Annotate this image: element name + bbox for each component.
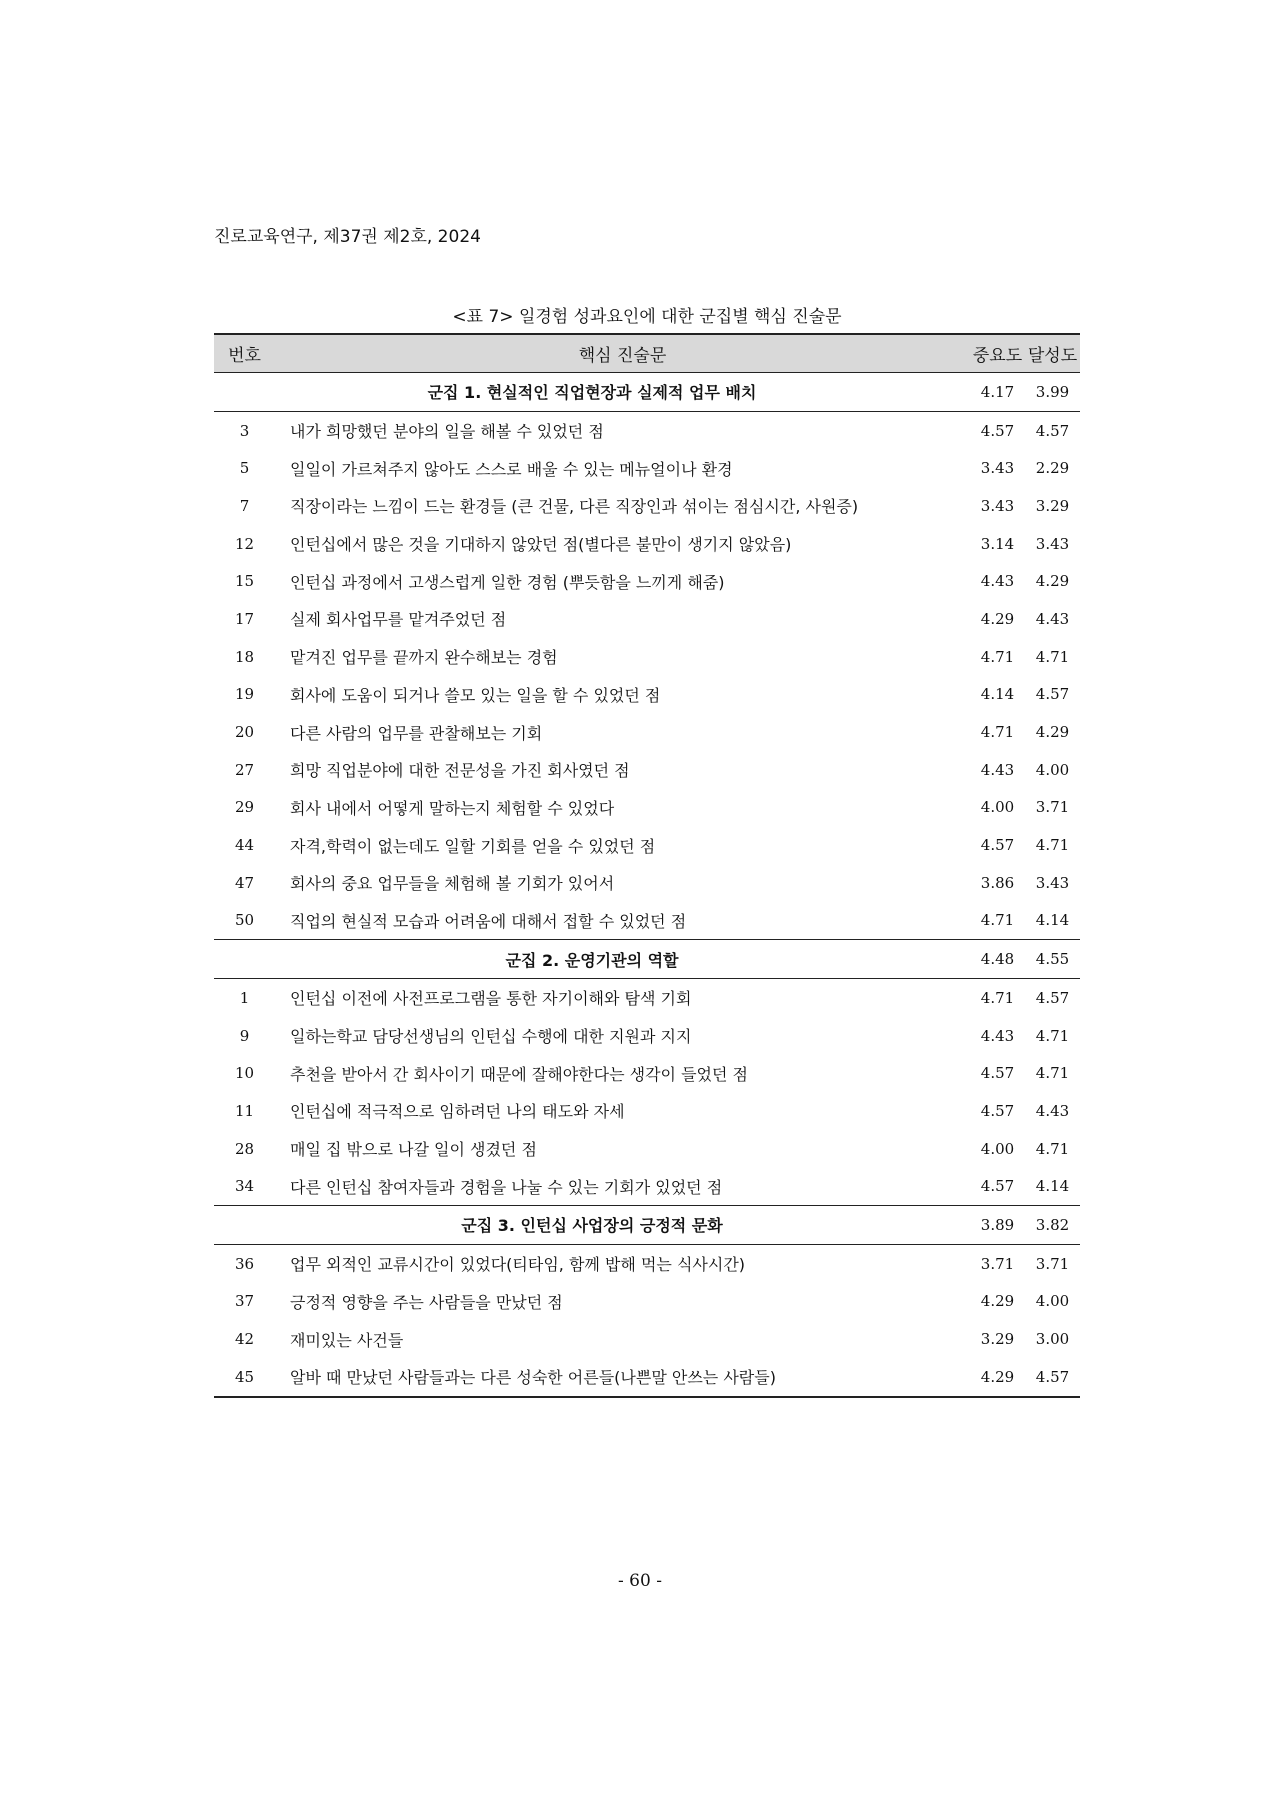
row-statement: 자격,학력이 없는데도 일할 기회를 얻을 수 있었던 점 <box>290 836 656 856</box>
row-number: 47 <box>234 873 255 892</box>
table-row <box>214 487 1080 525</box>
row-statement: 업무 외적인 교류시간이 있었다(티타임, 함께 밥해 먹는 식사시간) <box>290 1255 746 1275</box>
row-statement: 실제 회사업무를 맡겨주었던 점 <box>290 610 507 630</box>
row-achievement: 4.57 <box>1025 1358 1080 1397</box>
header-row <box>214 334 1080 373</box>
table-row <box>214 1320 1080 1358</box>
row-statement: 재미있는 사건들 <box>290 1330 404 1350</box>
row-achievement: 4.00 <box>1035 760 1070 779</box>
row-importance: 4.29 <box>980 1292 1015 1311</box>
row-statement: 일일이 가르쳐주지 않아도 스스로 배울 수 있는 메뉴얼이나 환경 <box>290 459 733 479</box>
row-achievement: 4.43 <box>1035 609 1070 628</box>
row-statement: 내가 희망했던 분야의 일을 해볼 수 있었던 점 <box>290 422 604 442</box>
row-number: 42 <box>234 1330 255 1349</box>
row-achievement: 3.00 <box>1035 1330 1070 1349</box>
running-head: 진로교육연구, 제37권 제2호, 2024 <box>214 227 481 247</box>
cluster-achievement: 3.99 <box>1025 373 1080 412</box>
row-number: 20 <box>234 723 255 742</box>
row-achievement: 4.14 <box>1025 902 1080 940</box>
row-statement: 인턴십에 적극적으로 임하려던 나의 태도와 자세 <box>290 1102 625 1122</box>
row-achievement: 4.71 <box>1035 836 1070 855</box>
row-number: 37 <box>234 1292 255 1311</box>
row-importance: 4.29 <box>970 1358 1025 1397</box>
row-number: 11 <box>234 1101 255 1120</box>
row-achievement: 4.29 <box>1035 572 1070 591</box>
statements-table-wrap <box>214 333 1080 1398</box>
table-row <box>214 411 1080 449</box>
row-importance: 4.71 <box>980 988 1015 1007</box>
row-importance: 3.43 <box>980 496 1015 515</box>
table-row <box>214 713 1080 751</box>
row-importance: 4.29 <box>980 609 1015 628</box>
row-statement: 직업의 현실적 모습과 어려움에 대해서 접할 수 있었던 점 <box>275 902 970 940</box>
row-achievement: 4.57 <box>1035 988 1070 1007</box>
row-number: 29 <box>234 798 255 817</box>
row-number: 45 <box>214 1358 275 1397</box>
row-importance: 4.00 <box>980 1139 1015 1158</box>
row-statement: 긍정적 영향을 주는 사람들을 만났던 점 <box>290 1292 563 1312</box>
row-statement: 추천을 받아서 간 회사이기 때문에 잘해야한다는 생각이 들었던 점 <box>290 1064 749 1084</box>
row-importance: 4.14 <box>980 685 1015 704</box>
row-statement: 알바 때 만났던 사람들과는 다른 성숙한 어른들(나쁜말 안쓰는 사람들) <box>275 1358 970 1397</box>
header-statement: 핵심 진술문 <box>275 334 970 373</box>
table-row <box>214 1054 1080 1092</box>
table-row <box>214 1283 1080 1321</box>
cluster-achievement: 4.55 <box>1025 940 1080 979</box>
row-statement: 매일 집 밖으로 나갈 일이 생겼던 점 <box>290 1140 537 1160</box>
row-achievement: 4.43 <box>1035 1101 1070 1120</box>
row-achievement: 4.71 <box>1035 1064 1070 1083</box>
row-number: 36 <box>234 1254 255 1273</box>
row-number: 3 <box>239 421 250 440</box>
row-achievement: 3.43 <box>1035 873 1070 892</box>
cluster-row <box>214 940 1080 979</box>
row-number: 1 <box>239 988 250 1007</box>
row-number: 15 <box>234 572 255 591</box>
row-importance: 4.57 <box>980 1101 1015 1120</box>
header-importance: 중요도 <box>970 334 1025 373</box>
row-number: 5 <box>239 459 250 478</box>
row-statement: 인턴십 이전에 사전프로그램을 통한 자기이해와 탐색 기회 <box>290 989 692 1009</box>
row-importance: 3.43 <box>980 459 1015 478</box>
row-achievement: 4.71 <box>1035 1139 1070 1158</box>
cluster-importance: 3.89 <box>970 1206 1025 1245</box>
table-row <box>214 1358 1080 1397</box>
table-row <box>214 864 1080 902</box>
row-importance: 4.57 <box>980 836 1015 855</box>
row-statement: 인턴십에서 많은 것을 기대하지 않았던 점(별다른 불만이 생기지 않았음) <box>290 535 792 555</box>
table-row <box>214 676 1080 714</box>
row-importance: 4.43 <box>980 1026 1015 1045</box>
row-importance: 3.86 <box>980 873 1015 892</box>
row-achievement: 4.29 <box>1035 723 1070 742</box>
table-row <box>214 638 1080 676</box>
statements-table <box>214 333 1080 1398</box>
table-row <box>214 1167 1080 1205</box>
row-importance: 3.29 <box>980 1330 1015 1349</box>
row-number: 28 <box>234 1139 255 1158</box>
row-achievement: 4.57 <box>1035 421 1070 440</box>
table-row <box>214 1017 1080 1055</box>
page-number: - 60 - <box>618 1571 662 1591</box>
row-number: 44 <box>234 836 255 855</box>
table-row <box>214 826 1080 864</box>
table-body <box>214 373 1080 1397</box>
row-statement: 회사 내에서 어떻게 말하는지 체험할 수 있었다 <box>290 798 615 818</box>
row-importance: 3.71 <box>980 1254 1015 1273</box>
cluster-achievement: 3.82 <box>1025 1206 1080 1245</box>
row-statement: 맡겨진 업무를 끝까지 완수해보는 경험 <box>290 648 558 668</box>
row-statement: 직장이라는 느낌이 드는 환경들 (큰 건물, 다른 직장인과 섞이는 점심시간, 사원증) <box>290 497 859 517</box>
row-importance: 3.14 <box>980 534 1015 553</box>
cluster-title: 군집 1. 현실적인 직업현장과 실제적 업무 배치 <box>214 373 970 412</box>
row-number: 34 <box>214 1167 275 1205</box>
row-number: 50 <box>214 902 275 940</box>
cluster-title: 군집 2. 운영기관의 역할 <box>214 940 970 979</box>
row-statement: 일하는학교 담당선생님의 인턴십 수행에 대한 지원과 지지 <box>290 1027 692 1047</box>
table-row <box>214 751 1080 789</box>
row-importance: 4.71 <box>980 647 1015 666</box>
table-row <box>214 562 1080 600</box>
row-achievement: 3.29 <box>1035 496 1070 515</box>
row-importance: 4.43 <box>980 572 1015 591</box>
row-achievement: 4.71 <box>1035 1026 1070 1045</box>
row-number: 19 <box>234 685 255 704</box>
row-statement: 회사에 도움이 되거나 쓸모 있는 일을 할 수 있었던 점 <box>290 685 661 705</box>
row-statement: 다른 인턴십 참여자들과 경험을 나눌 수 있는 기회가 있었던 점 <box>275 1167 970 1205</box>
table-row <box>214 525 1080 563</box>
row-importance: 4.71 <box>980 723 1015 742</box>
table-row <box>214 1092 1080 1130</box>
header-achievement: 달성도 <box>1025 334 1080 373</box>
table-row <box>214 1244 1080 1282</box>
row-importance: 4.00 <box>980 798 1015 817</box>
header-num: 번호 <box>214 334 275 373</box>
row-number: 7 <box>239 496 250 515</box>
row-achievement: 2.29 <box>1035 459 1070 478</box>
row-achievement: 4.57 <box>1035 685 1070 704</box>
row-achievement: 3.71 <box>1035 1254 1070 1273</box>
table-row <box>214 979 1080 1017</box>
row-importance: 4.57 <box>980 1064 1015 1083</box>
row-achievement: 3.71 <box>1035 798 1070 817</box>
table-row <box>214 902 1080 940</box>
cluster-importance: 4.17 <box>970 373 1025 412</box>
table-header <box>214 334 1080 373</box>
row-number: 17 <box>234 609 255 628</box>
table-caption: <표 7> 일경험 성과요인에 대한 군집별 핵심 진술문 <box>452 307 842 327</box>
row-importance: 4.43 <box>980 760 1015 779</box>
row-achievement: 4.14 <box>1025 1167 1080 1205</box>
row-number: 9 <box>239 1026 250 1045</box>
row-importance: 4.71 <box>970 902 1025 940</box>
row-achievement: 3.43 <box>1035 534 1070 553</box>
row-importance: 4.57 <box>970 1167 1025 1205</box>
row-importance: 4.57 <box>980 421 1015 440</box>
row-statement: 희망 직업분야에 대한 전문성을 가진 회사였던 점 <box>290 761 630 781</box>
table-row <box>214 600 1080 638</box>
row-statement: 회사의 중요 업무들을 체험해 볼 기회가 있어서 <box>290 874 615 894</box>
row-achievement: 4.71 <box>1035 647 1070 666</box>
cluster-row <box>214 1206 1080 1245</box>
row-number: 10 <box>234 1064 255 1083</box>
table-row <box>214 1130 1080 1168</box>
table-row <box>214 789 1080 827</box>
cluster-title: 군집 3. 인턴십 사업장의 긍정적 문화 <box>214 1206 970 1245</box>
row-number: 12 <box>234 534 255 553</box>
cluster-importance: 4.48 <box>970 940 1025 979</box>
row-number: 18 <box>234 647 255 666</box>
row-number: 27 <box>234 760 255 779</box>
row-statement: 인턴십 과정에서 고생스럽게 일한 경험 (뿌듯함을 느끼게 해줌) <box>290 572 725 592</box>
table-row <box>214 449 1080 487</box>
cluster-row <box>214 373 1080 412</box>
row-achievement: 4.00 <box>1035 1292 1070 1311</box>
row-statement: 다른 사람의 업무를 관찰해보는 기회 <box>290 723 543 743</box>
